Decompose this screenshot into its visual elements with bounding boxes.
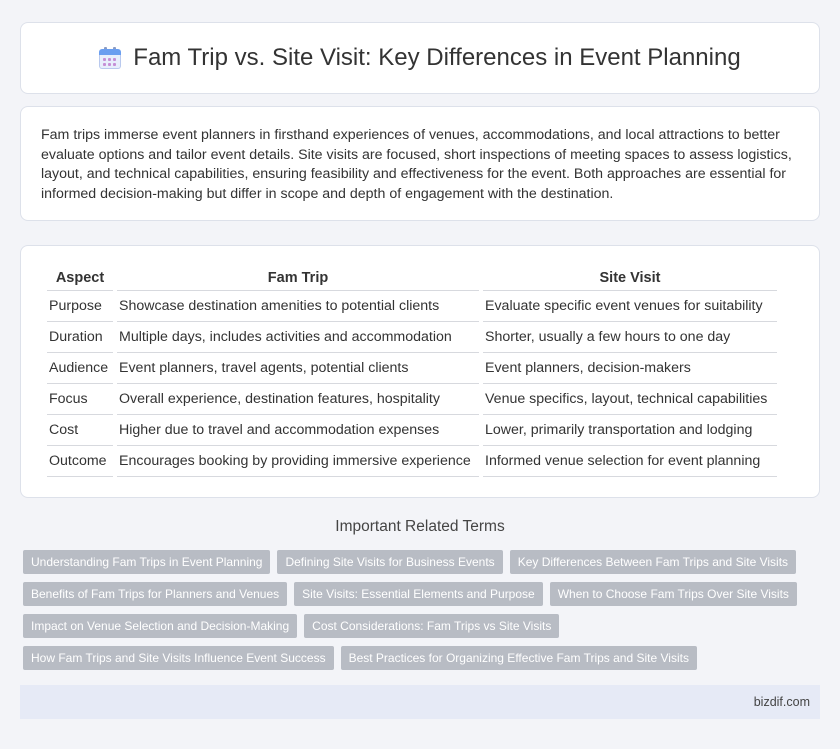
cell-fam-trip: Multiple days, includes activities and accommodation: [117, 322, 479, 353]
table-row: [47, 353, 777, 384]
related-term-tag[interactable]: Key Differences Between Fam Trips and Site Visits: [510, 550, 796, 574]
header-aspect: Aspect: [47, 266, 113, 291]
header-site-visit: Site Visit: [483, 266, 777, 291]
intro-text: Fam trips immerse event planners in firsthand experiences of venues, accommodations, and local attractions to better evaluate options and tailor event details. Site visits are focused, short inspections of meeting spaces to assess logistics, layout, and technical capabilities, ensuring feasibility and effectiveness for the event. Both approaches are essential for informed decision-making but differ in scope and depth of engagement with the destination.: [41, 127, 792, 202]
footer: [20, 685, 820, 719]
cell-fam-trip: Higher due to travel and accommodation expenses: [117, 415, 479, 446]
related-term-tag[interactable]: Understanding Fam Trips in Event Planning: [23, 550, 270, 574]
related-term-tag[interactable]: Cost Considerations: Fam Trips vs Site Visits: [304, 614, 559, 638]
cell-aspect: Focus: [47, 384, 113, 415]
related-term-tag[interactable]: When to Choose Fam Trips Over Site Visits: [550, 582, 797, 606]
table-row: [47, 322, 777, 353]
tag-row: [23, 614, 823, 638]
related-term-tag[interactable]: How Fam Trips and Site Visits Influence Event Success: [23, 646, 334, 670]
related-term-tag[interactable]: Site Visits: Essential Elements and Purpose: [294, 582, 543, 606]
table-header-row: [47, 266, 777, 291]
related-term-tag[interactable]: Impact on Venue Selection and Decision-Making: [23, 614, 297, 638]
cell-site-visit: Evaluate specific event venues for suitability: [483, 291, 777, 322]
page-title: Fam Trip vs. Site Visit: Key Differences in Event Planning: [133, 44, 741, 71]
intro-card: [20, 106, 820, 221]
table-row: [47, 446, 777, 477]
cell-site-visit: Lower, primarily transportation and lodging: [483, 415, 777, 446]
header-fam-trip: Fam Trip: [117, 266, 479, 291]
cell-fam-trip: Encourages booking by providing immersive experience: [117, 446, 479, 477]
calendar-icon: [99, 47, 121, 69]
cell-site-visit: Venue specifics, layout, technical capabilities: [483, 384, 777, 415]
table-row: [47, 291, 777, 322]
footer-brand: bizdif.com: [753, 695, 810, 709]
comparison-card: [20, 245, 820, 498]
cell-site-visit: Event planners, decision-makers: [483, 353, 777, 384]
cell-fam-trip: Overall experience, destination features, hospitality: [117, 384, 479, 415]
cell-aspect: Outcome: [47, 446, 113, 477]
cell-site-visit: Shorter, usually a few hours to one day: [483, 322, 777, 353]
cell-site-visit: Informed venue selection for event planning: [483, 446, 777, 477]
tag-row: [23, 582, 823, 606]
table-row: [47, 415, 777, 446]
cell-aspect: Purpose: [47, 291, 113, 322]
cell-aspect: Audience: [47, 353, 113, 384]
title-card: [20, 22, 820, 94]
cell-aspect: Duration: [47, 322, 113, 353]
comparison-table: [43, 266, 781, 477]
cell-aspect: Cost: [47, 415, 113, 446]
cell-fam-trip: Event planners, travel agents, potential clients: [117, 353, 479, 384]
related-terms-title: Important Related Terms: [335, 518, 505, 535]
table-row: [47, 384, 777, 415]
related-terms-list: [23, 550, 823, 678]
cell-fam-trip: Showcase destination amenities to potential clients: [117, 291, 479, 322]
tag-row: [23, 646, 823, 670]
related-term-tag[interactable]: Best Practices for Organizing Effective Fam Trips and Site Visits: [341, 646, 697, 670]
related-term-tag[interactable]: Defining Site Visits for Business Events: [277, 550, 502, 574]
related-term-tag[interactable]: Benefits of Fam Trips for Planners and Venues: [23, 582, 287, 606]
tag-row: [23, 550, 823, 574]
